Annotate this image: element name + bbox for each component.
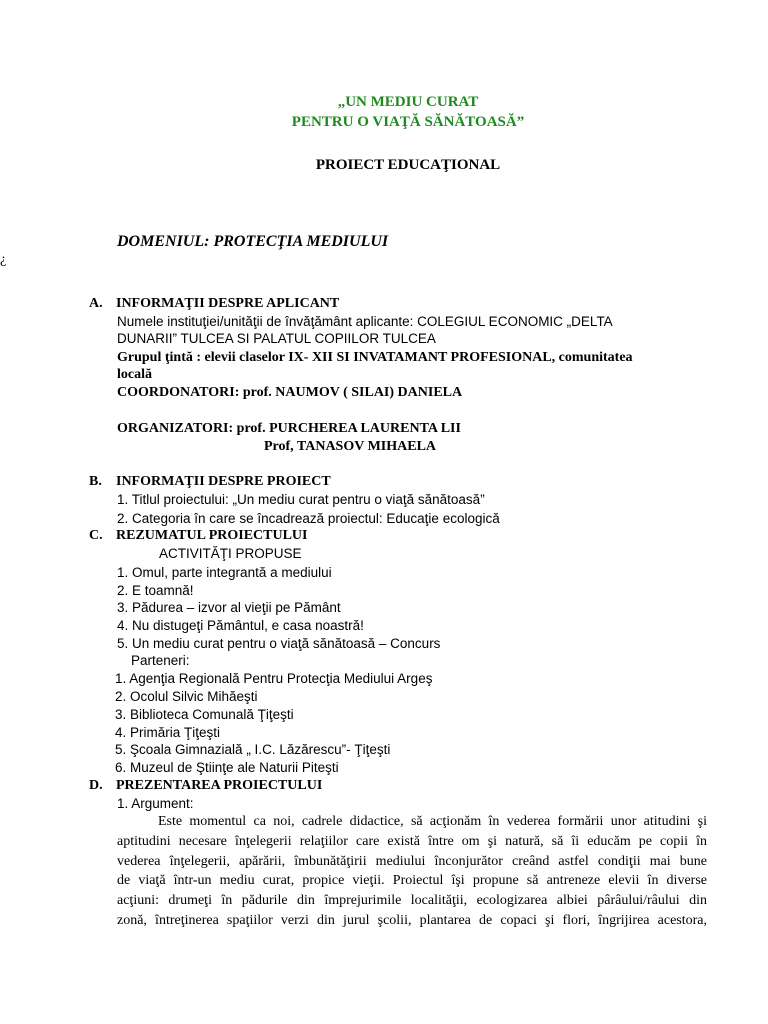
domain-heading: DOMENIUL: PROTECŢIA MEDIULUI	[117, 233, 389, 250]
section-d-letter: D.	[89, 778, 103, 793]
section-c-title: REZUMATUL PROIECTULUI	[116, 528, 308, 543]
document-subtitle: PROIECT EDUCAŢIONAL	[315, 157, 501, 173]
section-c-letter: C.	[89, 528, 103, 543]
title-line-2: PENTRU O VIAŢĂ SĂNĂTOASĂ”	[291, 114, 525, 130]
partner-item: 5. Şcoala Gimnazială „ I.C. Lăzărescu”- Ţiţeşti	[115, 742, 391, 757]
activity-item: 1. Omul, parte integrantă a mediului	[117, 565, 332, 580]
paragraph-line: de viaţă într-un mediu curat, propice vieţii. Proiectul îşi propune să antreneze elevii în diverse	[117, 873, 707, 889]
argument-item: 1. Argument:	[117, 796, 194, 811]
partner-item: 3. Biblioteca Comunală Ţiţeşti	[115, 707, 294, 722]
partner-item: 4. Primăria Ţiţeşti	[115, 725, 221, 740]
project-category-item: 2. Categoria în care se încadrează proiectul: Educaţie ecologică	[117, 511, 500, 526]
partner-item: 1. Agenţia Regională Pentru Protecţia Mediului Argeş	[115, 671, 433, 686]
target-group-line-1: Grupul ţintă : elevii claselor IX- XII SI INVATAMANT PROFESIONAL, comunitatea	[117, 350, 633, 365]
section-b-heading	[89, 474, 331, 490]
organizers-line-2: Prof, TANASOV MIHAELA	[264, 439, 437, 454]
margin-mark: ¿	[0, 252, 7, 267]
project-title-item: 1. Titlul proiectului: „Un mediu curat pentru o viaţă sănătoasă”	[117, 492, 485, 507]
paragraph-line: vederea înţelegerii, apărării, îmbunătăţirii mediului înconjurător creând astfel condiţii mai bune	[117, 853, 707, 869]
paragraph-line: Este momentul ca noi, cadrele didactice, să acţionăm în vederea formării unor atitudini şi	[158, 814, 707, 829]
section-d-title: PREZENTAREA PROIECTULUI	[116, 778, 323, 793]
organizers-line-1: ORGANIZATORI: prof. PURCHEREA LAURENTA LII	[117, 421, 461, 436]
activity-item: 4. Nu distugeţi Pământul, e casa noastră!	[117, 618, 364, 633]
target-group-line-2: locală	[117, 367, 152, 382]
activity-item: 2. E toamnă!	[117, 583, 194, 598]
title-line-1: „UN MEDIU CURAT	[337, 94, 479, 110]
section-d-heading	[89, 778, 322, 794]
activity-item: 5. Un mediu curat pentru o viaţă sănătoasă – Concurs	[117, 636, 441, 651]
section-c-heading	[89, 528, 308, 544]
section-a-title: INFORMAŢII DESPRE APLICANT	[116, 296, 340, 311]
paragraph-line: zonă, întreţinerea spaţiilor verzi din jurul şcolii, plantarea de copaci şi flori, îngrijirea acestora,	[117, 912, 707, 928]
activity-item: 3. Pădurea – izvor al vieţii pe Pământ	[117, 600, 341, 615]
institution-line-2: DUNARII” TULCEA SI PALATUL COPIILOR TULCEA	[117, 331, 436, 346]
paragraph-line: acţiuni: drumeţi în pădurile din împrejurimile localităţii, ecologizarea albiei pârâului/râului din	[117, 893, 707, 909]
section-b-letter: B.	[89, 474, 102, 489]
activities-heading: ACTIVITĂŢI PROPUSE	[159, 546, 302, 561]
partners-heading: Parteneri:	[131, 653, 190, 668]
partner-item: 2. Ocolul Silvic Mihăeşti	[115, 689, 258, 704]
section-b-title: INFORMAŢII DESPRE PROIECT	[116, 474, 331, 489]
section-a-heading	[89, 296, 339, 312]
argument-paragraph	[117, 812, 707, 931]
partner-item: 6. Muzeul de Ştiinţe ale Naturii Piteşti	[115, 760, 339, 775]
institution-line-1: Numele instituţiei/unităţii de învăţământ aplicante: COLEGIUL ECONOMIC „DELTA	[117, 314, 613, 329]
coordinators: COORDONATORI: prof. NAUMOV ( SILAI) DANIELA	[117, 385, 463, 400]
paragraph-line: aptitudini necesare înţelegerii relaţiilor care există între om şi natură, să îi educăm pe copii în	[117, 833, 707, 849]
section-a-letter: A.	[89, 296, 103, 311]
